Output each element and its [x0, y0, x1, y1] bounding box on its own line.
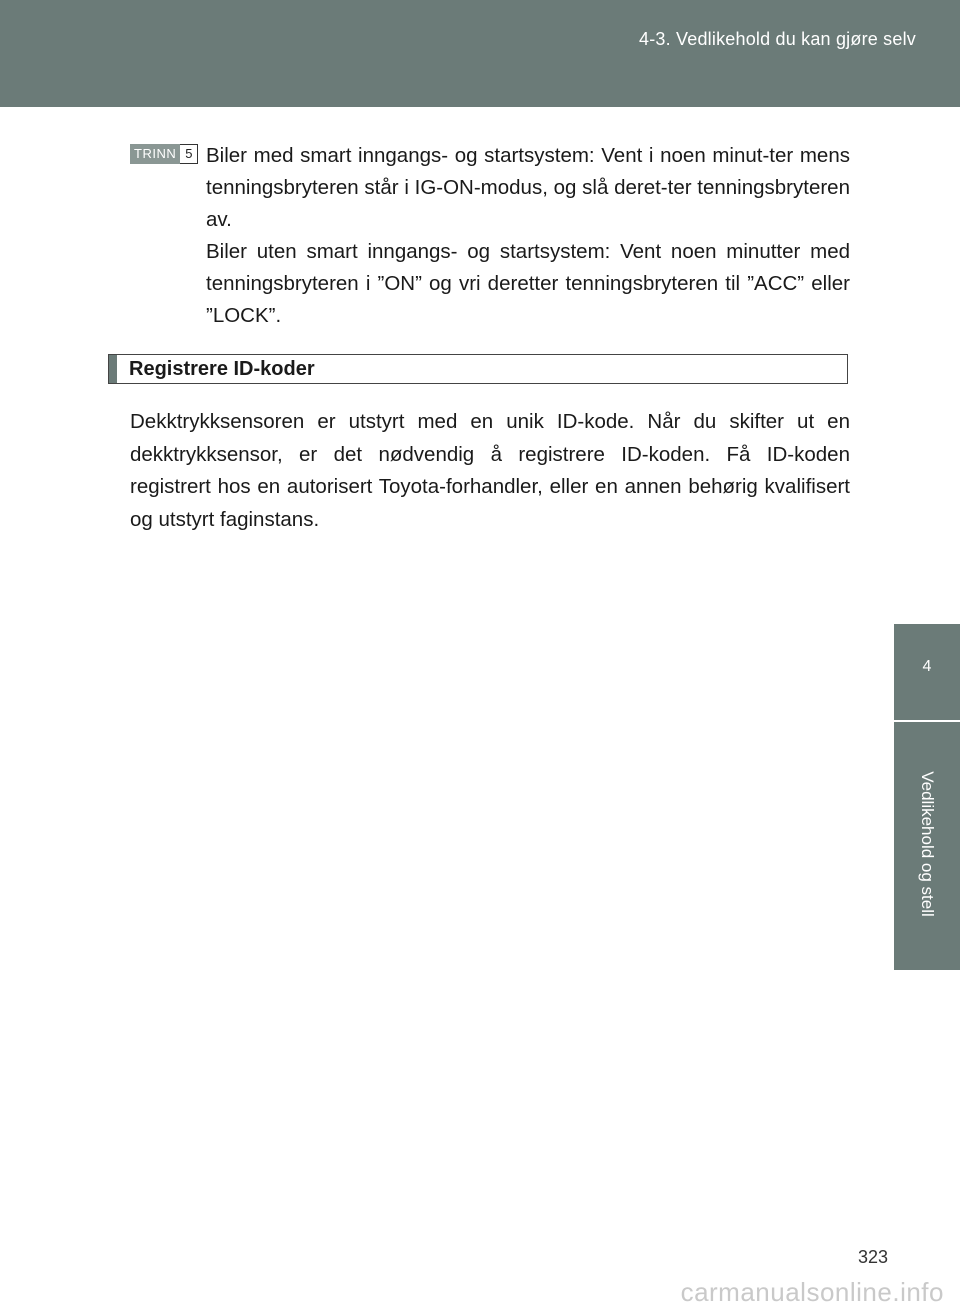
chapter-tab-number [894, 624, 960, 720]
chapter-number: 4 [922, 658, 932, 675]
header-band [0, 0, 960, 107]
step-paragraph-smart: Biler med smart inngangs- og startsystem: Vent i noen minut-ter mens tenningsbryteren står i IG-ON-modus, og slå deret-ter tenningsbryteren av. [206, 144, 850, 231]
page-number: 323 [857, 1247, 888, 1267]
section-heading-accent [109, 355, 117, 383]
step-badge-label: TRINN [130, 144, 180, 164]
step-text [206, 140, 850, 332]
section-heading-bar [108, 354, 848, 384]
step-block [130, 140, 850, 332]
section-body-text: Dekktrykksensoren er utstyrt med en unik ID-kode. Når du skifter ut en dekktrykksensor, er det nødvendig å registrere ID-koden. Få ID-koden registrert hos en autorisert Toyota-forhandler, eller en annen behørig kvalifisert og utstyrt faginstans. [130, 410, 850, 531]
section-heading-title: Registrere ID-koder [129, 358, 315, 380]
chapter-header-title: 4-3. Vedlikehold du kan gjøre selv [639, 29, 916, 49]
chapter-tab-label [894, 722, 960, 970]
step-paragraph-no-smart: Biler uten smart inngangs- og startsystem: Vent noen minutter med tenningsbryteren i ”ON” og vri deretter tenningsbryteren til ”ACC” eller ”LOCK”. [206, 240, 850, 327]
step-badge-number: 5 [180, 144, 198, 164]
chapter-label: Vedlikehold og stell [918, 771, 937, 917]
step-badge [130, 144, 198, 164]
watermark-text: carmanualsonline.info [680, 1277, 944, 1307]
